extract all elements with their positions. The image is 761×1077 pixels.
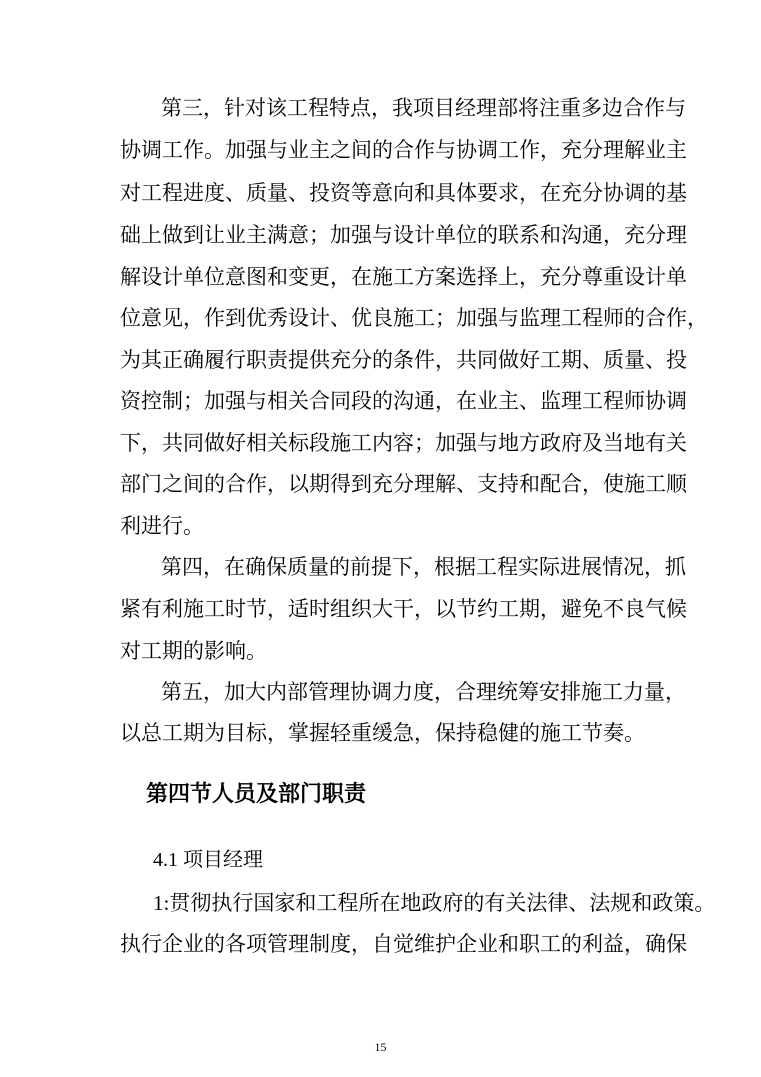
text-line: 紧有利施工时节，适时组织大干，以节约工期，避免不良气候 — [120, 597, 687, 621]
text-line: 利进行。 — [120, 514, 204, 538]
text-line: 为其正确履行职责提供充分的条件，共同做好工期、质量、投 — [120, 348, 687, 372]
section-heading: 第四节人员及部门职责 — [146, 782, 367, 807]
text-line: 第四，在确保质量的前提下，根据工程实际进展情况，抓 — [161, 555, 686, 579]
page-number: 15 — [374, 1040, 387, 1054]
text-line: 以总工期为目标，掌握轻重缓急，保持稳健的施工节奏。 — [120, 721, 645, 745]
text-line: 对工程进度、质量、投资等意向和具体要求，在充分协调的基 — [120, 181, 687, 205]
text-line: 执行企业的各项管理制度，自觉维护企业和职工的利益，确保 — [120, 932, 687, 956]
text-line: 资控制；加强与相关合同段的沟通，在业主、监理工程师协调 — [120, 389, 687, 413]
text-line: 第三，针对该工程特点，我项目经理部将注重多边合作与 — [161, 96, 686, 120]
text-line: 下，共同做好相关标段施工内容；加强与地方政府及当地有关 — [120, 431, 687, 455]
text-line: 第五，加大内部管理协调力度，合理统筹安排施工力量， — [161, 680, 686, 704]
text-line: 1:贯彻执行国家和工程所在地政府的有关法律、法规和政策。 — [153, 891, 716, 915]
text-line: 位意见，作到优秀设计、优良施工；加强与监理工程师的合作， — [120, 306, 708, 330]
text-line: 对工期的影响。 — [120, 639, 267, 663]
text-line: 础上做到让业主满意；加强与设计单位的联系和沟通，充分理 — [120, 223, 687, 247]
text-line: 部门之间的合作，以期得到充分理解、支持和配合，使施工顺 — [120, 472, 687, 496]
text-line: 解设计单位意图和变更，在施工方案选择上，充分尊重设计单 — [120, 265, 687, 289]
subsection-heading: 4.1 项目经理 — [153, 849, 263, 871]
text-line: 协调工作。加强与业主之间的合作与协调工作，充分理解业主 — [120, 138, 687, 162]
